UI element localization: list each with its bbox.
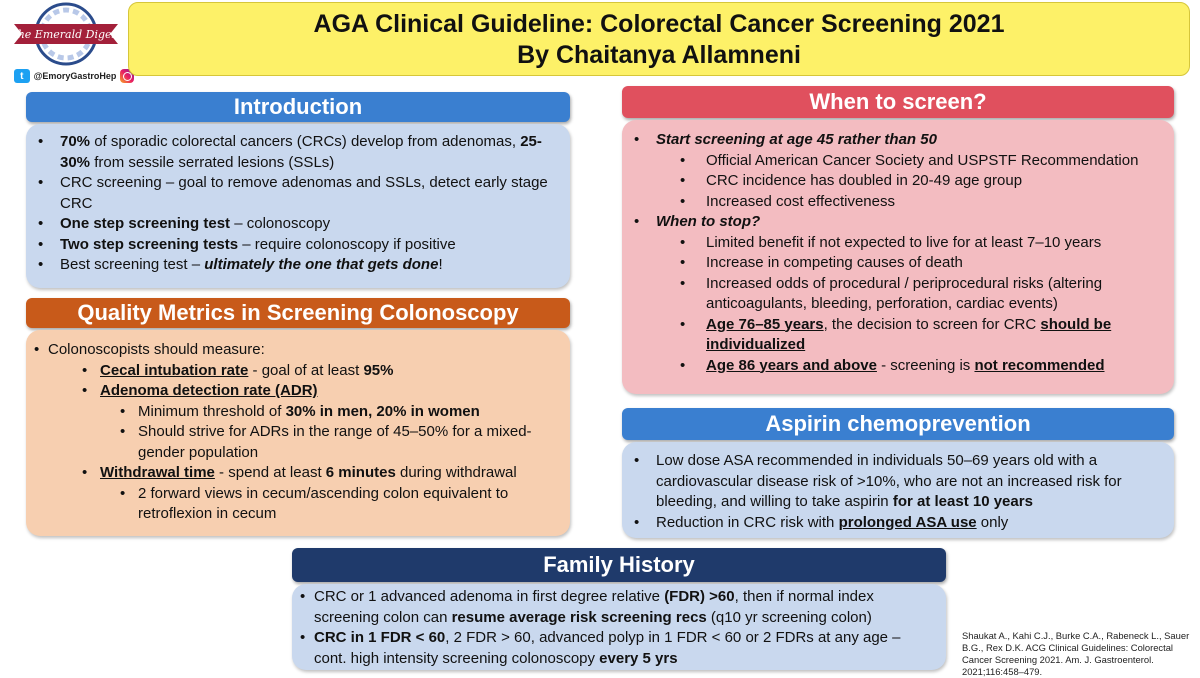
list-item: • Low dose ASA recommended in individuals 50–69 years old with a cardiovascular disease risk of >10%, who are not an increased risk for bleeding, and willing to take aspirin for at least 10 years: [622, 451, 1160, 513]
page-subtitle: By Chaitanya Allamneni: [517, 41, 801, 69]
aspirin-header-label: Aspirin chemoprevention: [765, 411, 1031, 436]
family-history-panel: [292, 584, 946, 670]
list-item: • Start screening at age 45 rather than 50: [622, 130, 1160, 151]
emerald-digest-logo: [6, 2, 126, 66]
social-handles: [14, 66, 134, 86]
aspirin-list: [622, 451, 1160, 533]
when-to-screen-list: [622, 130, 1160, 376]
twitter-icon: t: [14, 69, 30, 83]
list-item: • Increased cost effectiveness: [622, 192, 1160, 213]
list-item: • Age 86 years and above - screening is not recommended: [622, 356, 1160, 377]
page-title: AGA Clinical Guideline: Colorectal Cancer Screening 2021: [313, 10, 1005, 38]
list-item: • Best screening test – ultimately the one that gets done!: [26, 255, 560, 276]
quality-metrics-panel: [26, 330, 570, 536]
family-history-header: [292, 548, 946, 582]
list-item: • Limited benefit if not expected to live for at least 7–10 years: [622, 233, 1160, 254]
list-item: • Two step screening tests – require colonoscopy if positive: [26, 235, 560, 256]
list-item: • When to stop?: [622, 212, 1160, 233]
list-item: • CRC or 1 advanced adenoma in first degree relative (FDR) >60, then if normal index screening colon can resume average risk screening recs (q10 yr screening colon): [292, 587, 936, 628]
introduction-list: [26, 132, 560, 276]
list-item: • Minimum threshold of 30% in men, 20% in women: [26, 402, 556, 423]
when-to-screen-header: [622, 86, 1174, 118]
list-item: • Withdrawal time - spend at least 6 minutes during withdrawal: [26, 463, 556, 484]
aspirin-panel: [622, 442, 1174, 538]
list-item: • CRC screening – goal to remove adenomas and SSLs, detect early stage CRC: [26, 173, 560, 214]
logo-text: The Emerald Digest: [10, 28, 122, 41]
list-item: • 2 forward views in cecum/ascending colon equivalent to retroflexion in cecum: [26, 484, 556, 525]
aspirin-header: [622, 408, 1174, 440]
list-item: • Age 76–85 years, the decision to screen for CRC should be individualized: [622, 315, 1160, 356]
list-item: • CRC in 1 FDR < 60, 2 FDR > 60, advanced polyp in 1 FDR < 60 or 2 FDRs at any age – cont. high intensity screening colonoscopy every 5 yrs: [292, 628, 936, 669]
twitter-handle: @EmoryGastroHep: [33, 71, 117, 81]
introduction-header: [26, 92, 570, 122]
when-to-screen-header-label: When to screen?: [809, 89, 987, 114]
list-item: • One step screening test – colonoscopy: [26, 214, 560, 235]
introduction-header-label: Introduction: [233, 94, 363, 119]
list-item: • Adenoma detection rate (ADR): [26, 381, 556, 402]
when-to-screen-panel: [622, 120, 1174, 394]
quality-metrics-header-label: Quality Metrics in Screening Colonoscopy: [77, 300, 519, 325]
list-item: • Cecal intubation rate - goal of at least 95%: [26, 361, 556, 382]
list-item: • Colonoscopists should measure:: [26, 340, 556, 361]
family-history-header-label: Family History: [543, 552, 695, 577]
list-item: • CRC incidence has doubled in 20-49 age group: [622, 171, 1160, 192]
list-item: • Increase in competing causes of death: [622, 253, 1160, 274]
list-item: • Official American Cancer Society and USPSTF Recommendation: [622, 151, 1160, 172]
introduction-panel: [26, 124, 570, 288]
quality-metrics-header: [26, 298, 570, 328]
list-item: • Reduction in CRC risk with prolonged ASA use only: [622, 513, 1160, 534]
reference-citation: Shaukat A., Kahi C.J., Burke C.A., Rabeneck L., Sauer B.G., Rex D.K. ACG Clinical Guidelines: Colorectal Cancer Screening 2021. Am. J. Gastroenterol. 2021;116:458–479.: [962, 630, 1190, 677]
title-banner: [128, 2, 1190, 76]
list-item: • Should strive for ADRs in the range of 45–50% for a mixed-gender population: [26, 422, 556, 463]
quality-metrics-list: [26, 340, 556, 525]
list-item: • Increased odds of procedural / periprocedural risks (altering anticoagulants, bleeding, perforation, cardiac events): [622, 274, 1160, 315]
list-item: • 70% of sporadic colorectal cancers (CRCs) develop from adenomas, 25-30% from sessile serrated lesions (SSLs): [26, 132, 560, 173]
family-history-list: [292, 587, 936, 669]
